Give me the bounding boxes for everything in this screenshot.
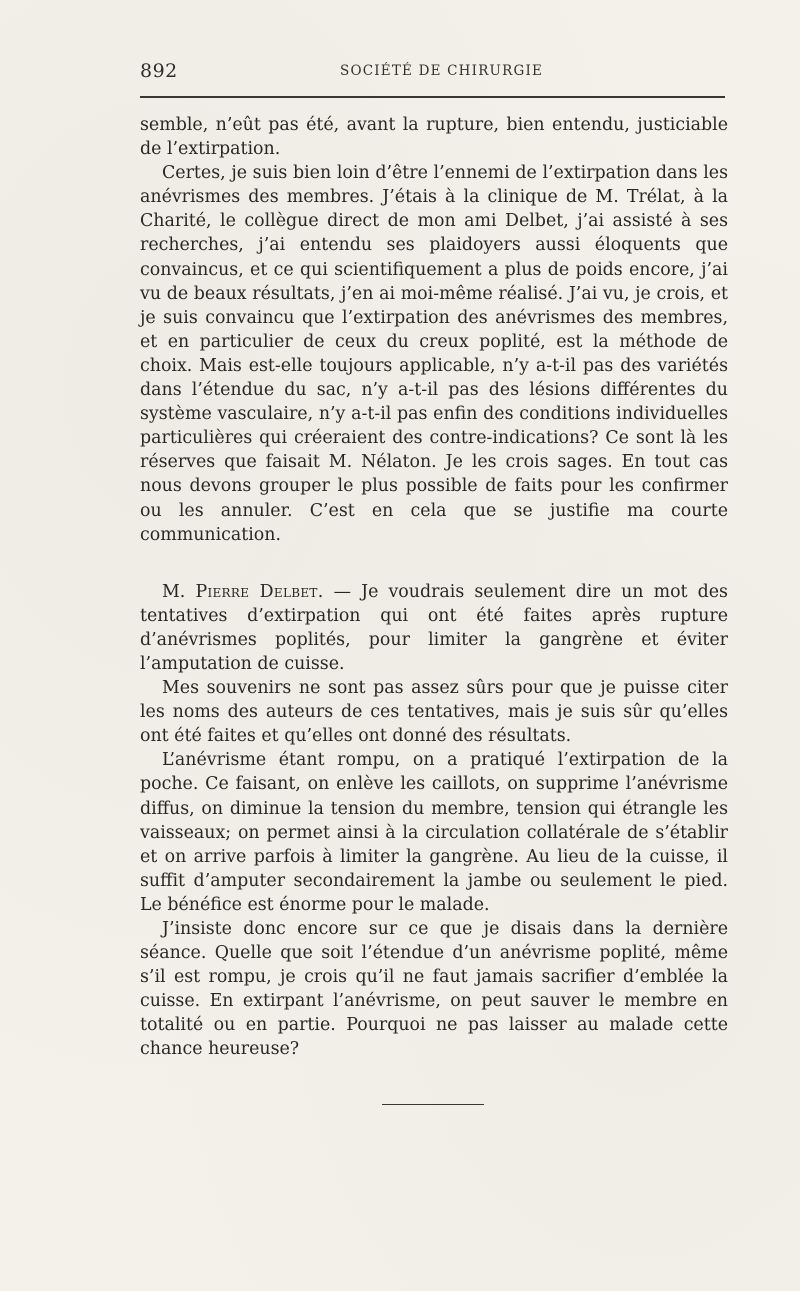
paragraph-anevrisme-rompu: L’anévrisme étant rompu, on a pratiqué l’extirpation de la poche. Ce faisant, on enlève les caillots, on supprime l’anévrisme diffus, on diminue la tension du membre, tension qui étrangle les vaisseaux; on permet ainsi à la circulation collatérale de s’établir et on arrive parfois à limiter la gangrène. Au lieu de la cuisse, il suffit d’amputer secondairement la jambe ou seulement le pied. Le bénéfice est énorme pour le malade. (140, 750, 728, 915)
header-rule (140, 96, 725, 98)
page-number: 892 (140, 60, 178, 82)
paragraph-continued: semble, n’eût pas été, avant la rupture, bien entendu, justiciable de l’extirpation. (140, 115, 728, 160)
paragraph-souvenirs: Mes souvenirs ne sont pas assez sûrs pour que je puisse citer les noms des auteurs de ces tentatives, mais je suis sûr qu’elles ont été faites et qu’elles ont donné des résultats. (140, 678, 728, 747)
speaker-text: — Je voudrais seulement dire un mot des tentatives d’extirpation qui ont été faites après rupture d’anévrismes poplités, pour limiter la gangrène et éviter l’amputation de cuisse. (140, 581, 728, 674)
speaker-prefix: M. (162, 581, 186, 602)
speaker-name: Pierre Delbet. (195, 581, 324, 602)
body-text (140, 113, 728, 1062)
paragraph-insiste: J’insiste donc encore sur ce que je disais dans la dernière séance. Quelle que soit l’étendue d’un anévrisme poplité, même s’il est rompu, je crois qu’il ne faut jamais sacrifier d’emblée la cuisse. En extirpant l’anévrisme, on peut sauver le membre en totalité ou en partie. Pourquoi ne pas laisser au malade cette chance heureuse? (140, 919, 728, 1060)
paragraph-delbet-intervention (140, 580, 728, 676)
page-header (140, 60, 725, 84)
section-end-rule (382, 1104, 484, 1105)
running-head: SOCIÉTÉ DE CHIRURGIE (340, 63, 544, 79)
paragraph-certes: Certes, je suis bien loin d’être l’ennemi de l’extirpation dans les anévrismes des membres. J’étais à la clinique de M. Trélat, à la Charité, le collègue direct de mon ami Delbet, j’ai assisté à ses recherches, j’ai entendu ses plaidoyers aussi éloquents que convaincus, et ce qui scientifiquement a plus de poids encore, j’ai vu de beaux résultats, j’en ai moi-même réalisé. J’ai vu, je crois, et je suis convaincu que l’extirpation des anévrismes des membres, et en particulier de ceux du creux poplité, est la méthode de choix. Mais est-elle toujours applicable, n’y a-t-il pas des variétés dans l’étendue du sac, n’y a-t-il pas des lésions différentes du système vasculaire, n’y a-t-il pas enfin des conditions individuelles particulières qui créeraient des contre-indications? Ce sont là les réserves que faisait M. Nélaton. Je les crois sages. En tout cas nous devons grouper le plus possible de faits pour les confirmer ou les annuler. C’est en cela que se justifie ma courte communication. (140, 163, 728, 545)
